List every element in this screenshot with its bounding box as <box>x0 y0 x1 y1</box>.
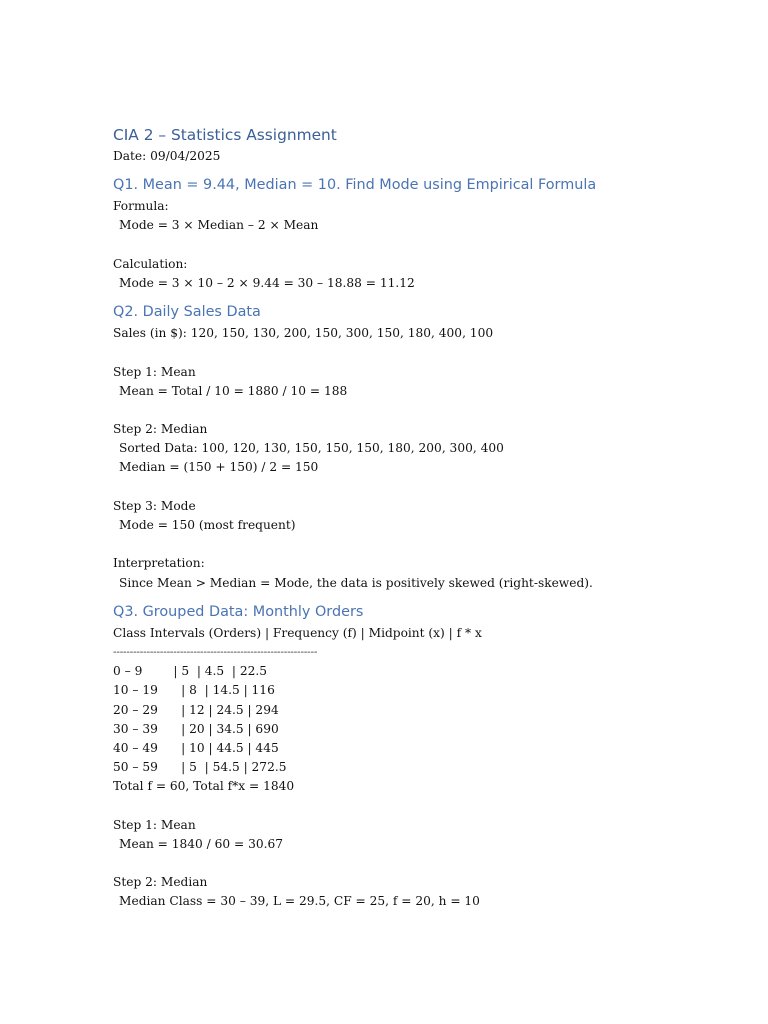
q1-calc: Mode = 3 × 10 – 2 × 9.44 = 30 – 18.88 = 11.12 <box>119 275 415 290</box>
q3-step1: Mean = 1840 / 60 = 30.67 <box>119 836 283 851</box>
q3-table-row: 20 – 29 | 12 | 24.5 | 294 <box>113 702 279 717</box>
q2-step3-label: Step 3: Mode <box>113 498 196 513</box>
q3-separator: ------------------------------------------------------------- <box>113 645 318 658</box>
q2-step1: Mean = Total / 10 = 1880 / 10 = 188 <box>119 383 348 398</box>
spacer <box>113 401 733 420</box>
q3-table-row: 30 – 39 | 20 | 34.5 | 690 <box>113 721 279 736</box>
q2-heading: Q2. Daily Sales Data <box>113 304 261 321</box>
q2-interp-label: Interpretation: <box>113 556 205 571</box>
q3-step2-label: Step 2: Median <box>113 875 208 890</box>
q1-calc-label: Calculation: <box>113 256 188 271</box>
spacer <box>113 535 733 554</box>
q2-step2-median: Median = (150 + 150) / 2 = 150 <box>119 460 319 475</box>
spacer <box>113 343 733 362</box>
q2-step3: Mode = 150 (most frequent) <box>119 518 296 532</box>
q2-interp: Since Mean > Median = Mode, the data is positively skewed (right-skewed). <box>119 575 593 590</box>
q2-sales: Sales (in $): 120, 150, 130, 200, 150, 300, 150, 180, 400, 100 <box>113 326 494 341</box>
q2-step2-label: Step 2: Median <box>113 422 208 437</box>
q1-formula: Mode = 3 × Median – 2 × Mean <box>119 218 319 233</box>
q1-formula-label: Formula: <box>113 199 169 214</box>
document-date: Date: 09/04/2025 <box>113 149 221 163</box>
spacer <box>113 478 733 497</box>
q3-table-row: 0 – 9 | 5 | 4.5 | 22.5 <box>113 664 268 679</box>
q3-heading: Q3. Grouped Data: Monthly Orders <box>113 603 364 620</box>
q2-step1-label: Step 1: Mean <box>113 364 196 379</box>
spacer <box>113 854 733 873</box>
q3-table-row: 40 – 49 | 10 | 44.5 | 445 <box>113 740 279 755</box>
q3-table-row: 10 – 19 | 8 | 14.5 | 116 <box>113 683 275 698</box>
document-title: CIA 2 – Statistics Assignment <box>113 126 337 144</box>
document-page <box>113 124 733 912</box>
q3-table-header: Class Intervals (Orders) | Frequency (f) | Midpoint (x) | f * x <box>113 625 482 640</box>
q2-step2-sorted: Sorted Data: 100, 120, 130, 150, 150, 150, 180, 200, 300, 400 <box>119 441 504 456</box>
q1-heading: Q1. Mean = 9.44, Median = 10. Find Mode using Empirical Formula <box>113 177 597 194</box>
q3-step1-label: Step 1: Mean <box>113 817 196 832</box>
spacer <box>113 796 733 815</box>
spacer <box>113 236 733 255</box>
q3-table-row: 50 – 59 | 5 | 54.5 | 272.5 <box>113 760 287 775</box>
q3-totals: Total f = 60, Total f*x = 1840 <box>113 779 295 794</box>
q3-step2: Median Class = 30 – 39, L = 29.5, CF = 25, f = 20, h = 10 <box>119 894 480 909</box>
